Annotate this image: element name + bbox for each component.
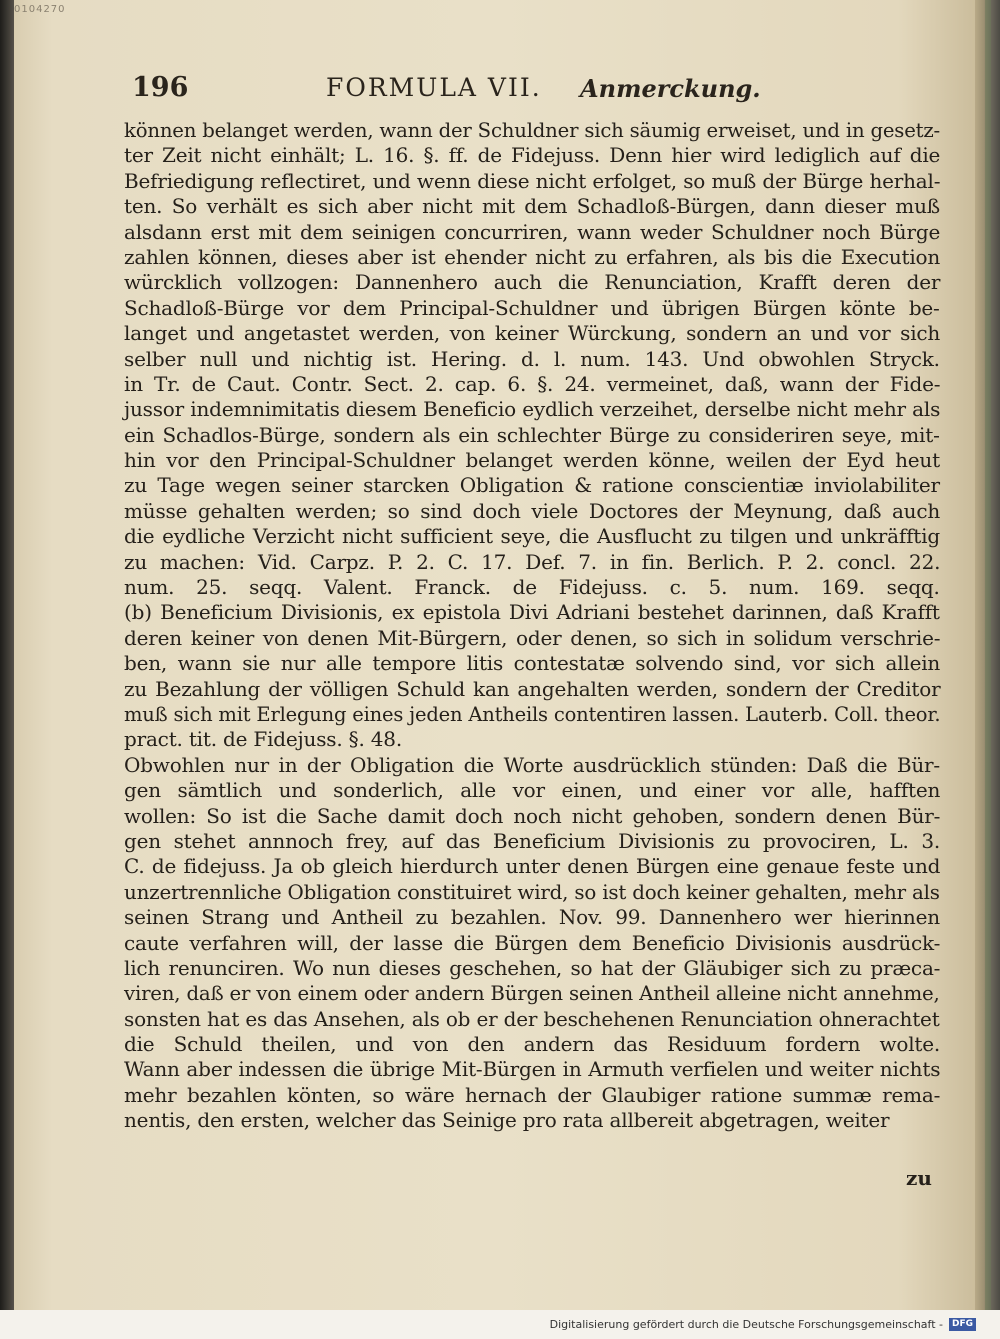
text-line: gen stehet annnoch frey, auf das Beneficium Divisionis zu provociren, L. 3.: [124, 828, 941, 853]
text-line: deren keiner von denen Mit-Bürgern, oder denen, so sich in solidum verschrie-: [124, 625, 941, 650]
text-line: mehr bezahlen könten, so wäre hernach der Glaubiger ratione summæ rema-: [124, 1082, 941, 1107]
text-line: num. 25. seqq. Valent. Franck. de Fidejuss. c. 5. num. 169. seqq.: [124, 575, 940, 600]
text-line: jussor indemnimitatis diesem Beneficio eydlich verzeihet, derselbe nicht mehr als: [124, 397, 941, 422]
text-line: caute verfahren will, der lasse die Bürgen dem Beneficio Divisionis ausdrück-: [124, 930, 941, 955]
page-number: 196: [132, 72, 189, 103]
text-line: viren, daß er von einem oder andern Bürgen seinen Antheil alleine nicht annehme,: [124, 981, 940, 1006]
catchword: zu: [906, 1166, 932, 1190]
text-line: muß sich mit Erlegung eines jeden Antheils contentiren lassen. Lauterb. Coll. theor.: [124, 701, 941, 726]
text-line: müsse gehalten werden; so sind doch viele Doctores der Meynung, daß auch: [124, 498, 941, 523]
text-line: zu machen: Vid. Carpz. P. 2. C. 17. Def. 7. in fin. Berlich. P. 2. concl. 22.: [124, 549, 941, 574]
credit-text: Digitalisierung gefördert durch die Deutsche Forschungsgemeinschaft -: [549, 1318, 943, 1331]
text-line: (b) Beneficium Divisionis, ex epistola Divi Adriani bestehet darinnen, daß Krafft: [124, 600, 940, 625]
text-line: ein Schadlos-Bürge, sondern als ein schlechter Bürge zu consideriren seye, mit-: [124, 422, 940, 447]
archive-stamp: 0104270: [14, 4, 66, 15]
left-page-shadow: [0, 0, 14, 1339]
body-text: [124, 118, 940, 1134]
text-line: sonsten hat es das Ansehen, als ob er der beschehenen Renunciation ohnerachtet: [124, 1006, 940, 1031]
header-title: FORMULA VII.: [326, 73, 542, 102]
text-line: können belanget werden, wann der Schuldner sich säumig erweiset, und in gesetz-: [124, 118, 940, 142]
text-line: ten. So verhält es sich aber nicht mit dem Schadloß-Bürgen, dann dieser muß: [124, 194, 940, 219]
text-line: Befriedigung reflectiret, und wenn diese nicht erfolget, so muß der Bürge herhal-: [124, 168, 941, 193]
text-line: die Schuld theilen, und von den andern das Residuum fordern wolte.: [124, 1032, 941, 1057]
text-line: Schadloß-Bürge vor dem Principal-Schuldner und übrigen Bürgen könte be-: [124, 295, 940, 320]
text-line: langet und angetastet werden, von keiner Würckung, sondern an und vor sich: [124, 321, 941, 346]
header-subtitle: Anmerckung.: [580, 74, 761, 103]
text-line: selber null und nichtig ist. Hering. d. l. num. 143. Und obwohlen Stryck.: [124, 346, 940, 371]
text-line: ben, wann sie nur alle tempore litis contestatæ solvendo sind, vor sich allein: [124, 651, 941, 676]
text-line: zu Bezahlung der völligen Schuld kan angehalten werden, sondern der Creditor: [124, 676, 941, 701]
text-line: ter Zeit nicht einhält; L. 16. §. ff. de Fidejuss. Denn hier wird lediglich auf die: [124, 143, 941, 168]
running-header: [114, 70, 944, 110]
text-line: nentis, den ersten, welcher das Seinige pro rata allbereit abgetragen, weiter: [124, 1108, 890, 1133]
text-line: wollen: So ist die Sache damit doch noch nicht gehoben, sondern denen Bür-: [124, 803, 941, 828]
binding-edge: [985, 0, 991, 1310]
text-line: unzertrennliche Obligation constituiret wird, so ist doch keiner gehalten, mehr als: [124, 879, 940, 904]
text-line: pract. tit. de Fidejuss. §. 48.: [124, 727, 402, 752]
dfg-logo: DFG: [949, 1318, 976, 1331]
text-line: Obwohlen nur in der Obligation die Worte ausdrücklich stünden: Daß die Bür-: [124, 752, 940, 777]
text-line: die eydliche Verzicht nicht sufficient seye, die Ausflucht zu tilgen und unkräfftig: [124, 524, 940, 549]
text-line: zahlen können, dieses aber ist ehender nicht zu erfahren, als bis die Execution: [124, 244, 941, 269]
text-line: hin vor den Principal-Schuldner belanget werden könne, weilen der Eyd heut: [124, 448, 940, 473]
text-line: zu Tage wegen seiner starcken Obligation & ratione conscientiæ inviolabiliter: [124, 473, 940, 498]
text-line: C. de fidejuss. Ja ob gleich hierdurch unter denen Bürgen eine genaue feste und: [124, 854, 941, 879]
text-line: Wann aber indessen die übrige Mit-Bürgen in Armuth verfielen und weiter nichts: [124, 1057, 941, 1082]
text-line: gen sämtlich und sonderlich, alle vor einen, und einer vor alle, hafften: [124, 778, 941, 803]
text-line: alsdann erst mit dem seinigen concurriren, wann weder Schuldner noch Bürge: [124, 219, 941, 244]
text-line: in Tr. de Caut. Contr. Sect. 2. cap. 6. §. 24. vermeinet, daß, wann der Fide-: [124, 371, 941, 396]
digitization-credit: [550, 1318, 976, 1331]
text-line: würcklich vollzogen: Dannenhero auch die Renunciation, Krafft deren der: [124, 270, 941, 295]
text-line: seinen Strang und Antheil zu bezahlen. Nov. 99. Dannenhero wer hierinnen: [124, 905, 940, 930]
text-line: lich renunciren. Wo nun dieses geschehen, so hat der Gläubiger sich zu præca-: [124, 955, 941, 980]
